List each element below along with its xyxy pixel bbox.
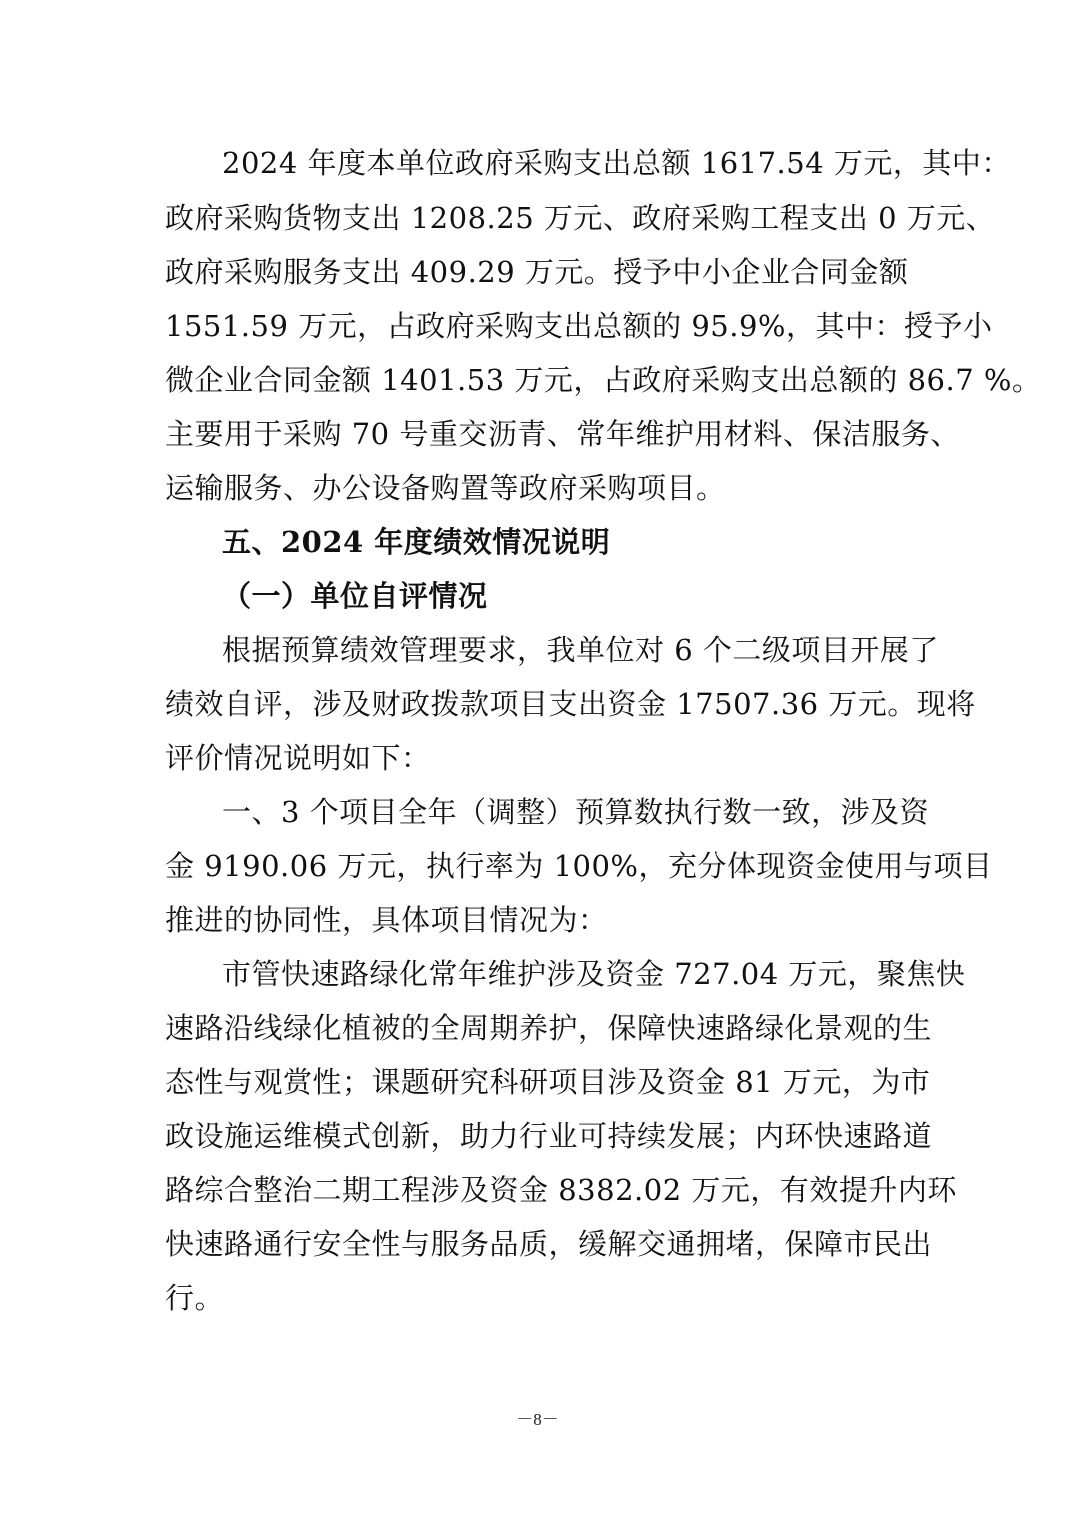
paragraph-projects-line-5: 路综合整治二期工程涉及资金 8382.02 万元，有效提升内环 <box>165 1173 957 1207</box>
paragraph-execution-line-1: 一、3 个项目全年（调整）预算数执行数一致，涉及资 <box>222 795 930 829</box>
paragraph-projects-line-7: 行。 <box>165 1281 225 1315</box>
paragraph-procurement-line-5: 微企业合同金额 1401.53 万元，占政府采购支出总额的 86.7 %。 <box>165 363 1042 397</box>
paragraph-self-eval-line-3: 评价情况说明如下： <box>165 741 431 775</box>
paragraph-procurement-line-2: 政府采购货物支出 1208.25 万元、政府采购工程支出 0 万元、 <box>165 201 996 235</box>
paragraph-procurement-line-6: 主要用于采购 70 号重交沥青、常年维护用材料、保洁服务、 <box>165 417 960 451</box>
paragraph-execution-line-2: 金 9190.06 万元，执行率为 100%，充分体现资金使用与项目 <box>165 849 993 883</box>
paragraph-procurement-line-1: 2024 年度本单位政府采购支出总额 1617.54 万元，其中： <box>222 146 1011 180</box>
paragraph-procurement-line-3: 政府采购服务支出 409.29 万元。授予中小企业合同金额 <box>165 255 909 289</box>
paragraph-procurement-line-7: 运输服务、办公设备购置等政府采购项目。 <box>165 471 726 505</box>
paragraph-projects-line-3: 态性与观赏性；课题研究科研项目涉及资金 81 万元，为市 <box>165 1065 931 1099</box>
section-heading: 五、2024 年度绩效情况说明 <box>222 525 611 559</box>
paragraph-procurement-line-4: 1551.59 万元，占政府采购支出总额的 95.9%，其中：授予小 <box>165 309 993 343</box>
paragraph-self-eval-line-1: 根据预算绩效管理要求，我单位对 6 个二级项目开展了 <box>222 633 939 667</box>
subsection-heading: （一）单位自评情况 <box>222 579 488 613</box>
paragraph-projects-line-2: 速路沿线绿化植被的全周期养护，保障快速路绿化景观的生 <box>165 1011 933 1045</box>
paragraph-execution-line-3: 推进的协同性，具体项目情况为： <box>165 903 608 937</box>
paragraph-projects-line-6: 快速路通行安全性与服务品质，缓解交通拥堵，保障市民出 <box>165 1227 933 1261</box>
paragraph-self-eval-line-2: 绩效自评，涉及财政拨款项目支出资金 17507.36 万元。现将 <box>165 687 976 721</box>
page-number: －8－ <box>516 1410 559 1429</box>
paragraph-projects-line-1: 市管快速路绿化常年维护涉及资金 727.04 万元，聚焦快 <box>222 957 966 991</box>
paragraph-projects-line-4: 政设施运维模式创新，助力行业可持续发展；内环快速路道 <box>165 1119 933 1153</box>
